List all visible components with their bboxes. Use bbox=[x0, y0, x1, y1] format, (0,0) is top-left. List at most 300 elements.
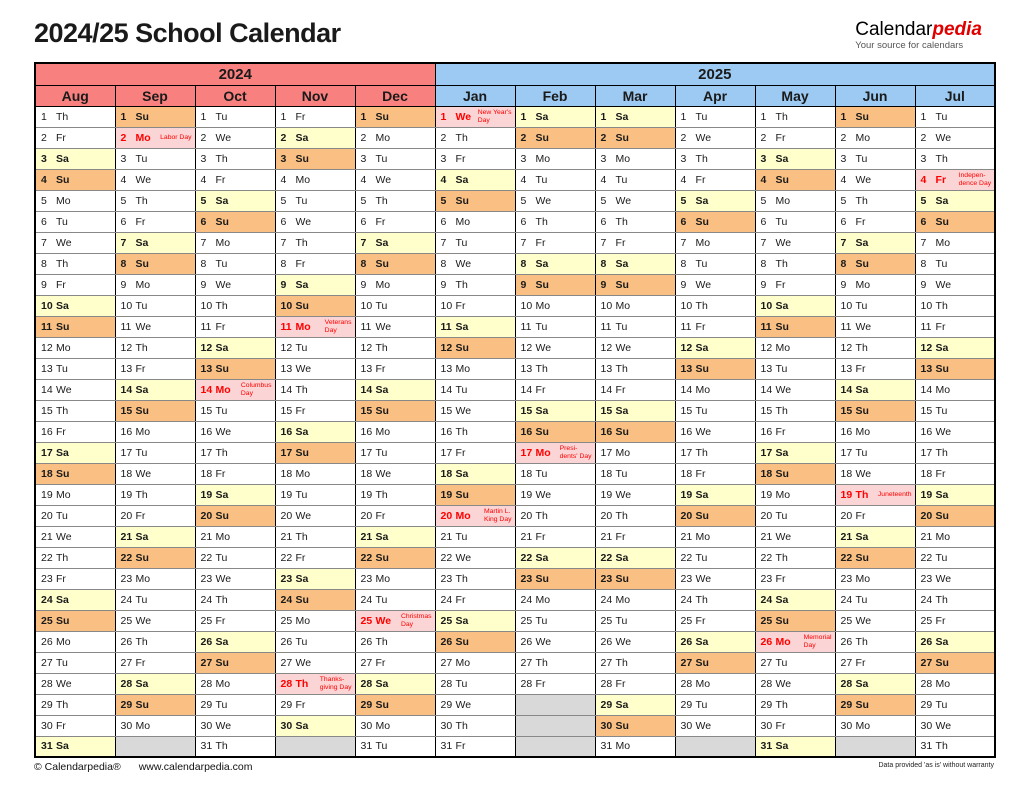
day-weekday: Fr bbox=[855, 656, 866, 669]
day-weekday: Mo bbox=[135, 572, 151, 585]
day-cell bbox=[675, 631, 755, 652]
day-number: 6 bbox=[360, 215, 367, 228]
day-number: 29 bbox=[440, 698, 453, 711]
day-weekday: Su bbox=[215, 362, 229, 375]
day-number: 28 bbox=[41, 677, 53, 690]
day-number: 7 bbox=[280, 236, 287, 249]
day-weekday: Su bbox=[56, 173, 70, 186]
day-number: 23 bbox=[680, 572, 693, 585]
day-cell-content bbox=[196, 380, 275, 400]
day-cell bbox=[115, 715, 195, 736]
day-cell-content bbox=[676, 254, 755, 274]
day-number: 18 bbox=[520, 467, 533, 480]
day-cell-content bbox=[676, 317, 755, 337]
day-cell bbox=[515, 526, 595, 547]
day-cell bbox=[835, 274, 915, 295]
day-weekday: Mo bbox=[695, 677, 711, 690]
day-weekday: Sa bbox=[56, 740, 69, 753]
day-cell-content bbox=[356, 716, 435, 736]
day-cell bbox=[275, 463, 355, 484]
day-weekday: Sa bbox=[135, 677, 149, 690]
day-weekday: We bbox=[695, 131, 712, 144]
day-weekday: Su bbox=[535, 425, 549, 438]
day-cell bbox=[835, 715, 915, 736]
day-weekday: Sa bbox=[56, 299, 69, 312]
holiday-cell bbox=[275, 316, 355, 337]
day-cell-content bbox=[596, 632, 675, 652]
day-cell-content bbox=[676, 338, 755, 358]
day-cell-content bbox=[676, 716, 755, 736]
day-number: 16 bbox=[920, 425, 933, 438]
day-cell bbox=[355, 106, 435, 127]
day-number: 15 bbox=[41, 404, 53, 417]
day-number: 6 bbox=[520, 215, 527, 228]
day-cell-content bbox=[916, 317, 995, 337]
day-cell-content bbox=[36, 716, 115, 736]
day-weekday: Su bbox=[775, 467, 789, 480]
day-cell bbox=[595, 652, 675, 673]
day-cell bbox=[755, 736, 835, 757]
day-number: 5 bbox=[120, 194, 127, 207]
day-cell bbox=[675, 463, 755, 484]
day-number: 4 bbox=[680, 173, 687, 186]
day-cell bbox=[595, 547, 675, 568]
day-cell bbox=[275, 631, 355, 652]
day-cell-content bbox=[596, 653, 675, 673]
day-weekday: Fr bbox=[295, 110, 306, 123]
day-weekday: Fr bbox=[535, 677, 546, 690]
day-cell-content bbox=[756, 380, 835, 400]
day-cell bbox=[915, 211, 995, 232]
day-number: 30 bbox=[840, 719, 853, 732]
day-cell-content bbox=[916, 485, 995, 505]
day-number: 13 bbox=[360, 362, 373, 375]
day-number: 7 bbox=[360, 236, 367, 249]
day-weekday: Su bbox=[935, 362, 949, 375]
day-cell-content bbox=[196, 674, 275, 694]
day-cell-content bbox=[436, 527, 515, 547]
day-cell bbox=[435, 694, 515, 715]
day-cell bbox=[195, 631, 275, 652]
day-weekday: Tu bbox=[375, 152, 388, 165]
day-weekday: Mo bbox=[855, 131, 871, 144]
day-cell bbox=[835, 316, 915, 337]
day-weekday: Sa bbox=[295, 719, 309, 732]
day-cell-content bbox=[756, 170, 835, 190]
day-cell bbox=[35, 631, 115, 652]
day-cell bbox=[115, 379, 195, 400]
day-number: 2 bbox=[680, 131, 687, 144]
day-weekday: Sa bbox=[375, 383, 389, 396]
day-weekday: Tu bbox=[695, 404, 708, 417]
day-number: 19 bbox=[360, 488, 373, 501]
day-number: 14 bbox=[600, 383, 613, 396]
day-cell bbox=[835, 442, 915, 463]
day-number: 6 bbox=[41, 215, 47, 228]
day-number: 29 bbox=[680, 698, 693, 711]
day-number: 18 bbox=[920, 467, 933, 480]
day-cell-content bbox=[276, 275, 355, 295]
day-number: 7 bbox=[920, 236, 927, 249]
day-cell bbox=[35, 673, 115, 694]
day-cell-content bbox=[196, 548, 275, 568]
day-cell bbox=[275, 274, 355, 295]
day-cell-content bbox=[116, 590, 195, 610]
day-number: 19 bbox=[760, 488, 773, 501]
day-cell-content bbox=[836, 380, 915, 400]
day-weekday: Tu bbox=[535, 614, 548, 627]
day-cell-content bbox=[516, 674, 595, 694]
day-cell bbox=[755, 127, 835, 148]
day-cell bbox=[275, 610, 355, 631]
day-cell bbox=[835, 631, 915, 652]
day-weekday: Fr bbox=[375, 656, 386, 669]
day-number: 12 bbox=[360, 341, 373, 354]
day-cell-content bbox=[356, 380, 435, 400]
day-number: 13 bbox=[680, 362, 693, 375]
day-cell-content bbox=[916, 401, 995, 421]
day-weekday: Fr bbox=[535, 236, 546, 249]
day-weekday: We bbox=[695, 425, 712, 438]
day-cell bbox=[275, 694, 355, 715]
day-row-21 bbox=[35, 526, 995, 547]
day-weekday: Su bbox=[615, 131, 629, 144]
blank-cell bbox=[835, 736, 915, 757]
day-number: 27 bbox=[840, 656, 853, 669]
day-number: 28 bbox=[360, 677, 373, 690]
day-weekday: Sa bbox=[56, 446, 69, 459]
day-cell-content bbox=[356, 569, 435, 589]
day-number: 28 bbox=[760, 677, 773, 690]
day-weekday: Fr bbox=[56, 719, 66, 732]
day-weekday: Tu bbox=[215, 404, 228, 417]
day-cell bbox=[755, 673, 835, 694]
day-cell-content bbox=[196, 359, 275, 379]
day-cell-content bbox=[436, 632, 515, 652]
day-number: 27 bbox=[600, 656, 613, 669]
day-number: 8 bbox=[120, 257, 127, 270]
day-number: 15 bbox=[920, 404, 933, 417]
day-number: 29 bbox=[360, 698, 373, 711]
day-weekday: Th bbox=[375, 488, 388, 501]
day-weekday: Fr bbox=[615, 677, 626, 690]
day-weekday: Su bbox=[535, 131, 549, 144]
day-number: 13 bbox=[280, 362, 293, 375]
day-cell bbox=[275, 568, 355, 589]
day-cell-content bbox=[196, 527, 275, 547]
day-weekday: Fr bbox=[615, 530, 626, 543]
day-weekday: Sa bbox=[215, 488, 229, 501]
day-number: 9 bbox=[440, 278, 447, 291]
day-cell-content bbox=[596, 233, 675, 253]
day-number: 3 bbox=[200, 152, 207, 165]
day-cell bbox=[515, 463, 595, 484]
day-cell-content bbox=[36, 674, 115, 694]
day-number: 24 bbox=[41, 593, 53, 606]
day-cell-content bbox=[676, 443, 755, 463]
day-cell-content bbox=[436, 611, 515, 631]
day-number: 16 bbox=[280, 425, 293, 438]
day-cell-content bbox=[36, 338, 115, 358]
day-weekday: Fr bbox=[695, 320, 706, 333]
day-cell-content bbox=[836, 359, 915, 379]
day-cell bbox=[355, 463, 435, 484]
day-cell bbox=[355, 673, 435, 694]
day-cell-content bbox=[676, 611, 755, 631]
day-cell bbox=[195, 547, 275, 568]
day-cell-content bbox=[836, 128, 915, 148]
day-weekday: We bbox=[535, 635, 552, 648]
day-cell-content bbox=[836, 569, 915, 589]
day-number: 5 bbox=[440, 194, 447, 207]
day-cell bbox=[195, 463, 275, 484]
day-number: 30 bbox=[280, 719, 293, 732]
day-weekday: Sa bbox=[775, 740, 789, 753]
day-weekday: Tu bbox=[295, 341, 308, 354]
day-weekday: Th bbox=[455, 278, 468, 291]
day-cell-content bbox=[596, 695, 675, 715]
day-cell-content bbox=[116, 275, 195, 295]
day-number: 10 bbox=[360, 299, 373, 312]
day-cell bbox=[515, 337, 595, 358]
day-number: 19 bbox=[41, 488, 53, 501]
day-cell bbox=[435, 421, 515, 442]
day-row-12 bbox=[35, 337, 995, 358]
day-cell bbox=[35, 589, 115, 610]
day-cell-content bbox=[276, 212, 355, 232]
day-cell bbox=[435, 190, 515, 211]
day-number: 24 bbox=[440, 593, 453, 606]
day-number: 5 bbox=[41, 194, 47, 207]
day-weekday: Sa bbox=[855, 530, 869, 543]
day-weekday: We bbox=[615, 488, 632, 501]
day-cell bbox=[675, 610, 755, 631]
day-number: 10 bbox=[840, 299, 853, 312]
day-cell bbox=[355, 274, 435, 295]
day-number: 26 bbox=[680, 635, 693, 648]
holiday-cell bbox=[915, 169, 995, 190]
day-cell-content bbox=[36, 443, 115, 463]
day-weekday: Th bbox=[375, 635, 388, 648]
day-number: 24 bbox=[760, 593, 773, 606]
footer-url[interactable]: www.calendarpedia.com bbox=[138, 761, 253, 773]
day-weekday: Su bbox=[615, 719, 629, 732]
day-cell bbox=[755, 232, 835, 253]
day-cell bbox=[755, 652, 835, 673]
day-number: 20 bbox=[760, 509, 773, 522]
day-cell-content bbox=[356, 422, 435, 442]
day-cell bbox=[35, 694, 115, 715]
day-weekday: Su bbox=[455, 635, 469, 648]
day-weekday: We bbox=[855, 614, 872, 627]
day-weekday: Sa bbox=[295, 278, 309, 291]
day-cell-content bbox=[516, 338, 595, 358]
day-cell-content bbox=[356, 506, 435, 526]
day-cell-content bbox=[276, 149, 355, 169]
blank-cell bbox=[115, 736, 195, 757]
day-weekday: Sa bbox=[615, 551, 629, 564]
day-cell bbox=[355, 211, 435, 232]
day-cell bbox=[435, 736, 515, 757]
day-weekday: We bbox=[855, 173, 872, 186]
day-cell-content bbox=[356, 695, 435, 715]
day-weekday: Th bbox=[295, 677, 309, 690]
day-number: 6 bbox=[920, 215, 927, 228]
day-cell-content bbox=[196, 128, 275, 148]
day-weekday: Fr bbox=[855, 509, 866, 522]
day-weekday: Fr bbox=[775, 572, 786, 585]
day-cell-content bbox=[36, 275, 115, 295]
day-cell bbox=[835, 694, 915, 715]
day-cell bbox=[675, 526, 755, 547]
day-number: 25 bbox=[600, 614, 613, 627]
day-weekday: Mo bbox=[375, 719, 391, 732]
day-cell-content bbox=[276, 695, 355, 715]
day-cell-content bbox=[516, 107, 595, 127]
day-cell-content bbox=[36, 191, 115, 211]
day-cell-content bbox=[916, 422, 995, 442]
day-number: 13 bbox=[920, 362, 933, 375]
day-cell bbox=[355, 148, 435, 169]
day-cell bbox=[835, 232, 915, 253]
day-number: 30 bbox=[440, 719, 453, 732]
day-weekday: Mo bbox=[935, 677, 951, 690]
day-weekday: Su bbox=[295, 299, 309, 312]
day-weekday: Sa bbox=[615, 257, 629, 270]
day-cell-content bbox=[36, 128, 115, 148]
day-weekday: Su bbox=[56, 467, 70, 480]
day-cell-content bbox=[276, 590, 355, 610]
day-cell bbox=[355, 232, 435, 253]
day-weekday: Su bbox=[695, 215, 709, 228]
day-number: 12 bbox=[520, 341, 533, 354]
day-weekday: Fr bbox=[855, 362, 866, 375]
day-weekday: Mo bbox=[935, 236, 951, 249]
day-weekday: Su bbox=[135, 698, 149, 711]
day-weekday: Mo bbox=[535, 446, 551, 459]
day-weekday: We bbox=[695, 572, 712, 585]
day-cell bbox=[435, 715, 515, 736]
day-cell-content bbox=[436, 737, 515, 757]
day-cell-content bbox=[116, 128, 195, 148]
day-cell-content bbox=[276, 359, 355, 379]
holiday-label: Christmas Day bbox=[400, 613, 432, 628]
day-weekday: We bbox=[615, 194, 632, 207]
day-weekday: Th bbox=[135, 341, 148, 354]
month-header-jul: Jul bbox=[915, 85, 995, 106]
day-cell-content bbox=[276, 485, 355, 505]
day-cell bbox=[435, 610, 515, 631]
day-weekday: Mo bbox=[295, 173, 311, 186]
day-weekday: Sa bbox=[455, 320, 469, 333]
day-cell bbox=[915, 190, 995, 211]
day-weekday: Su bbox=[615, 572, 629, 585]
day-cell-content bbox=[516, 296, 595, 316]
day-number: 25 bbox=[520, 614, 533, 627]
day-weekday: Th bbox=[215, 740, 228, 753]
day-cell-content bbox=[836, 443, 915, 463]
day-weekday: We bbox=[56, 677, 72, 690]
day-cell-content bbox=[836, 506, 915, 526]
day-number: 4 bbox=[600, 173, 607, 186]
day-weekday: Th bbox=[775, 404, 788, 417]
day-weekday: We bbox=[455, 551, 472, 564]
blank-cell bbox=[675, 736, 755, 757]
month-header-jun: Jun bbox=[835, 85, 915, 106]
day-number: 8 bbox=[680, 257, 687, 270]
day-cell-content bbox=[436, 380, 515, 400]
day-cell-content bbox=[836, 632, 915, 652]
day-cell bbox=[275, 400, 355, 421]
day-weekday: Tu bbox=[935, 551, 948, 564]
day-cell bbox=[435, 358, 515, 379]
day-cell-content bbox=[596, 464, 675, 484]
day-cell bbox=[835, 379, 915, 400]
day-cell-content bbox=[36, 737, 115, 757]
day-cell-content bbox=[436, 716, 515, 736]
day-weekday: We bbox=[455, 404, 472, 417]
day-cell-content bbox=[116, 359, 195, 379]
day-weekday: Fr bbox=[215, 467, 226, 480]
day-weekday: Th bbox=[455, 425, 468, 438]
day-number: 11 bbox=[600, 320, 612, 333]
day-number: 27 bbox=[360, 656, 373, 669]
day-number: 18 bbox=[360, 467, 373, 480]
day-number: 6 bbox=[280, 215, 287, 228]
day-row-17 bbox=[35, 442, 995, 463]
day-cell-content bbox=[196, 338, 275, 358]
day-cell-content bbox=[276, 170, 355, 190]
day-number: 18 bbox=[600, 467, 613, 480]
day-cell-content bbox=[356, 611, 435, 631]
day-number: 19 bbox=[120, 488, 133, 501]
day-cell-content bbox=[36, 359, 115, 379]
day-cell-content bbox=[756, 128, 835, 148]
day-cell-content bbox=[516, 485, 595, 505]
day-cell bbox=[355, 337, 435, 358]
day-number: 31 bbox=[920, 740, 933, 753]
day-number: 1 bbox=[280, 110, 287, 123]
day-cell-content bbox=[516, 653, 595, 673]
day-cell-content bbox=[596, 548, 675, 568]
day-number: 4 bbox=[120, 173, 127, 186]
day-cell bbox=[755, 694, 835, 715]
day-cell-content bbox=[676, 548, 755, 568]
day-cell-content bbox=[276, 443, 355, 463]
day-row-30 bbox=[35, 715, 995, 736]
day-cell bbox=[115, 337, 195, 358]
day-weekday: Fr bbox=[375, 509, 386, 522]
day-number: 23 bbox=[360, 572, 373, 585]
day-weekday: Sa bbox=[695, 635, 709, 648]
day-number: 17 bbox=[280, 446, 293, 459]
day-cell bbox=[595, 190, 675, 211]
day-weekday: Th bbox=[535, 362, 548, 375]
day-number: 28 bbox=[120, 677, 133, 690]
day-cell bbox=[435, 442, 515, 463]
day-cell-content bbox=[676, 233, 755, 253]
day-number: 24 bbox=[200, 593, 213, 606]
day-cell-content bbox=[916, 548, 995, 568]
day-weekday: Sa bbox=[775, 299, 789, 312]
day-weekday: Mo bbox=[855, 425, 871, 438]
day-cell bbox=[515, 379, 595, 400]
day-cell-content bbox=[196, 695, 275, 715]
day-number: 23 bbox=[280, 572, 293, 585]
day-number: 12 bbox=[120, 341, 133, 354]
day-number: 7 bbox=[840, 236, 847, 249]
day-cell bbox=[35, 337, 115, 358]
